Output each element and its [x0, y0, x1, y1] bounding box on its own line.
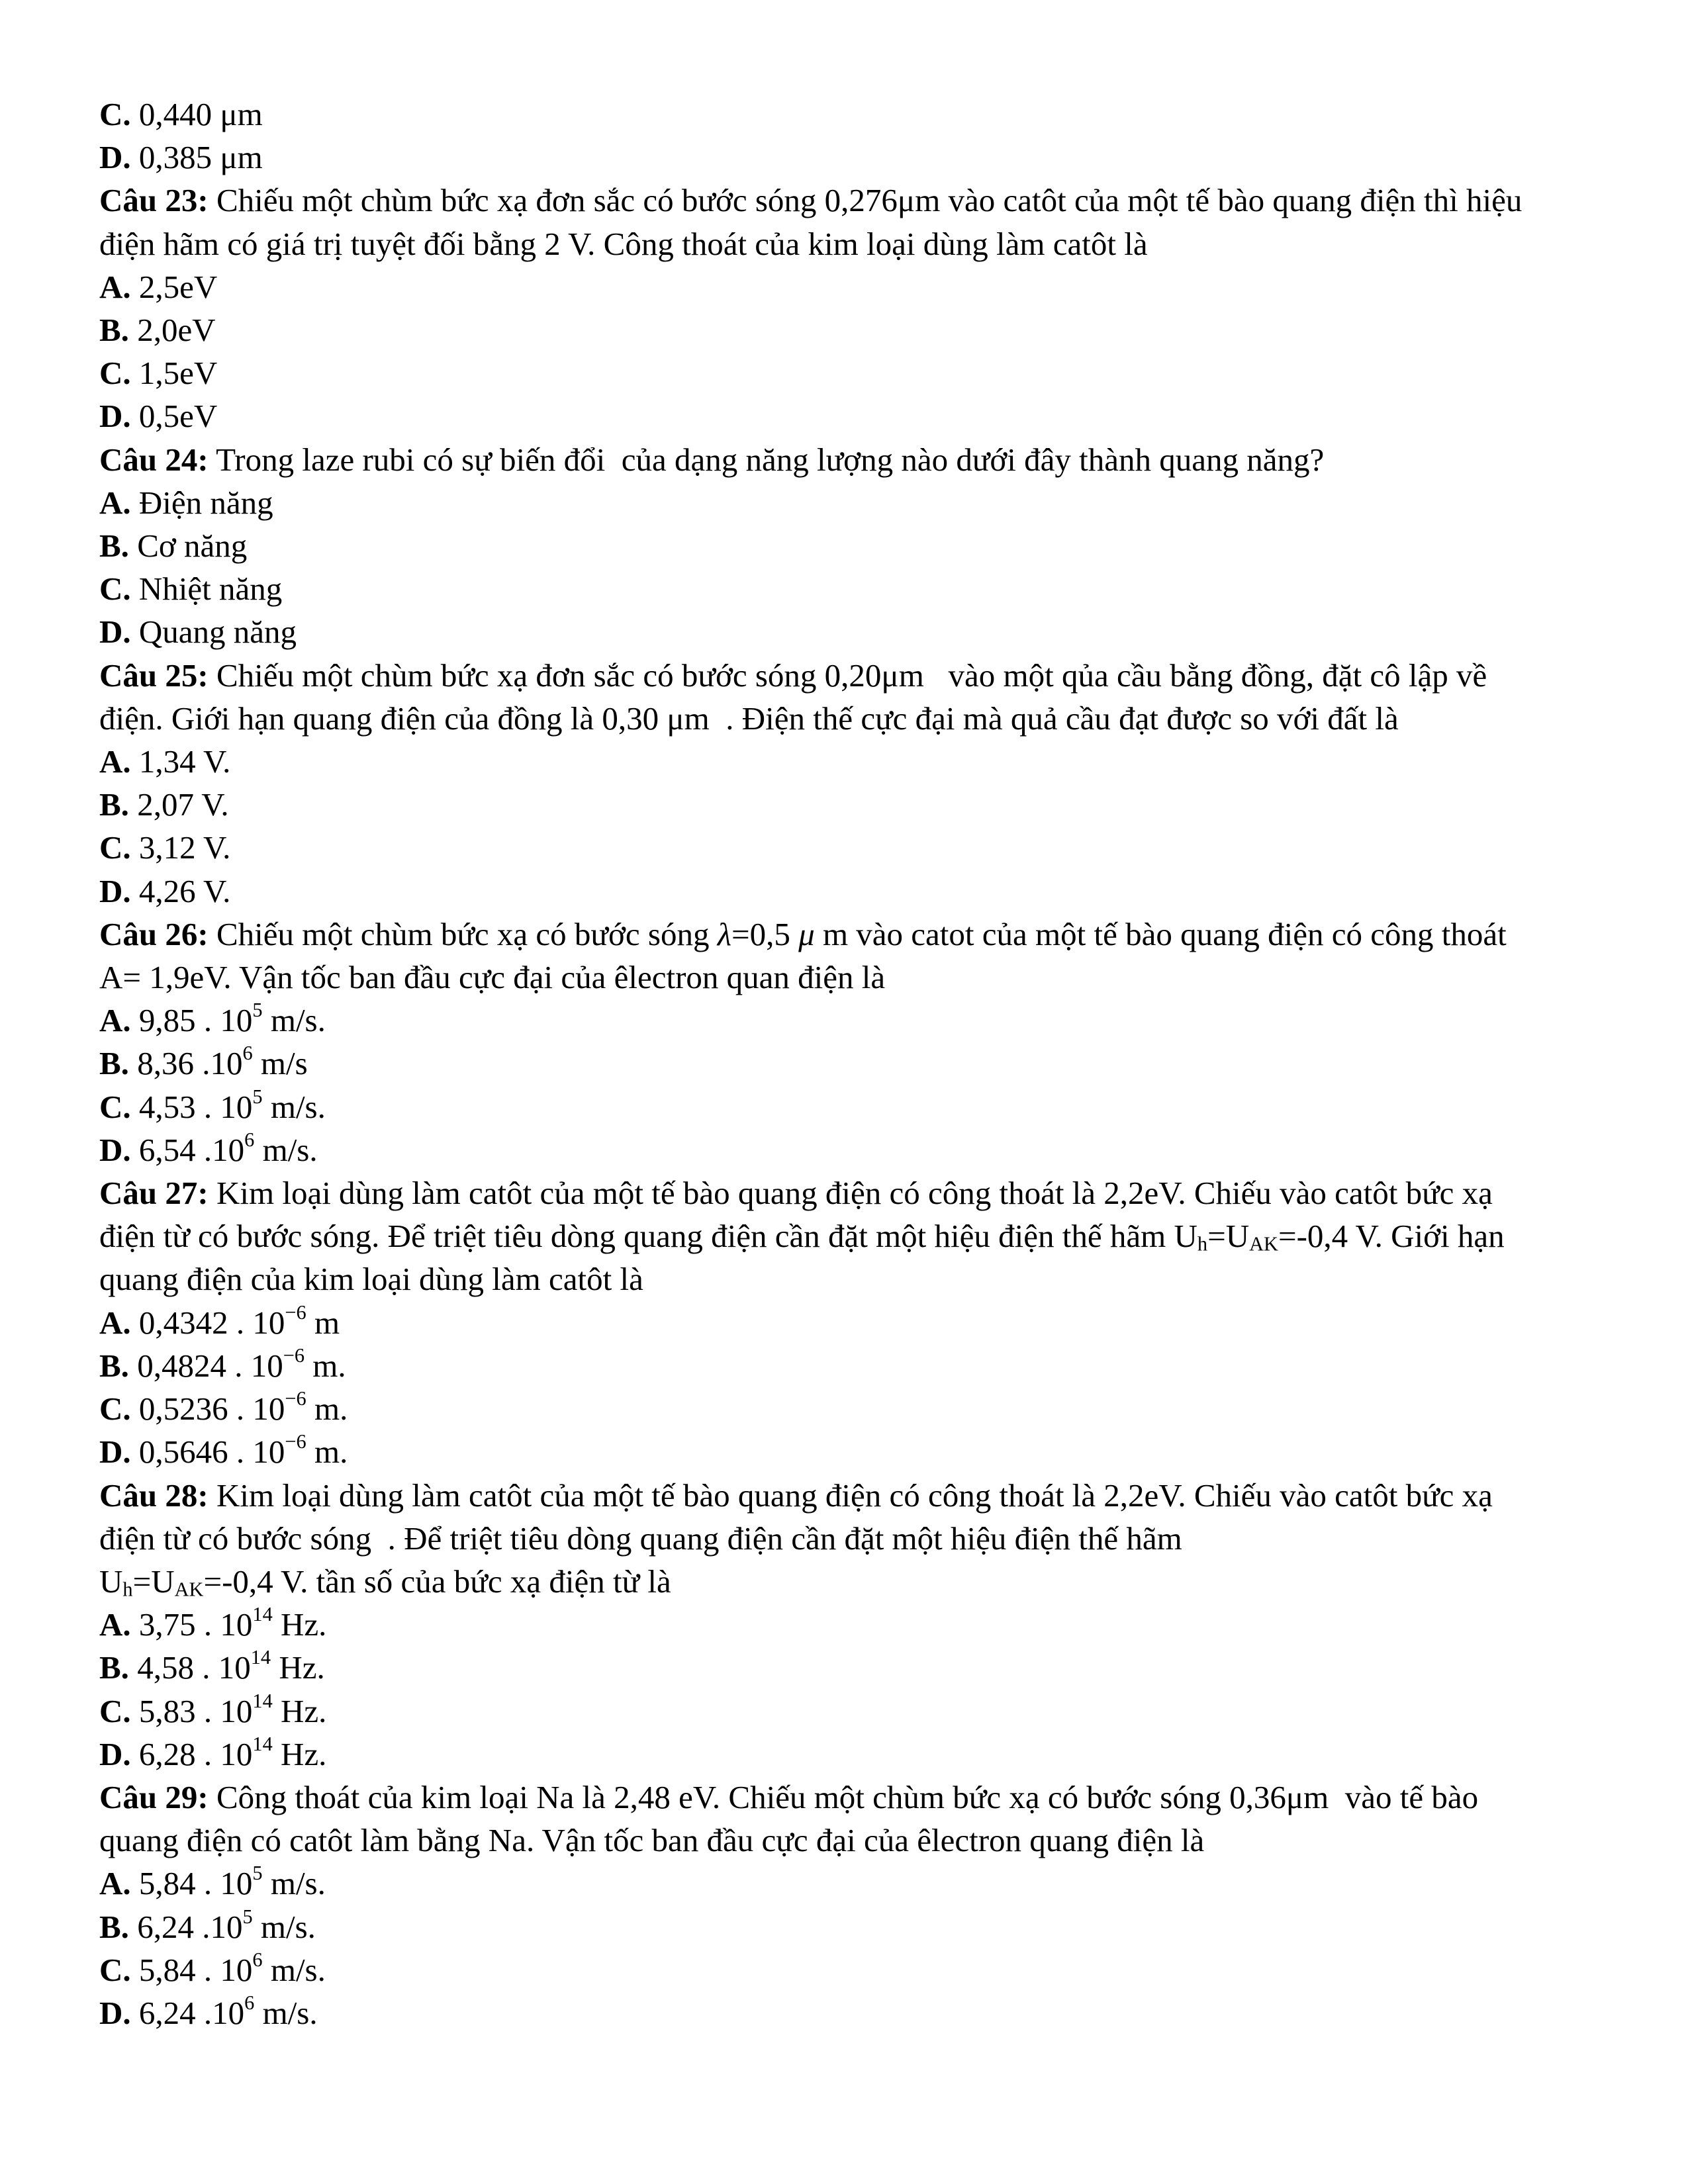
- question-28-stem-cont: [99, 1560, 1575, 1603]
- option-exponent: 6: [242, 1042, 253, 1065]
- option-label: C.: [99, 1390, 131, 1428]
- question-text: quang điện của kim loại dùng làm catôt là: [99, 1261, 643, 1298]
- answer-option: [99, 826, 1575, 869]
- answer-option: [99, 351, 1575, 394]
- question-label: Câu 25:: [99, 657, 209, 694]
- option-base: 0,4342 . 10: [130, 1304, 285, 1341]
- option-label: A.: [99, 1002, 131, 1039]
- question-text: điện từ có bước sóng. Để triệt tiêu dòng quang điện cần đặt một hiệu điện thế hãm U: [99, 1218, 1197, 1255]
- option-exponent: 5: [252, 1085, 263, 1108]
- question-26: [99, 913, 1575, 1171]
- option-label: C.: [99, 1692, 131, 1729]
- question-text: quang điện có catôt làm bằng Na. Vận tốc ban đầu cực đại của êlectron quang điện là: [99, 1822, 1205, 1859]
- option-label: D.: [99, 1735, 131, 1772]
- answer-option: [99, 1085, 1575, 1128]
- answer-option: [99, 1301, 1575, 1344]
- question-text: điện hãm có giá trị tuyệt đối bằng 2 V. Công thoát của kim loại dùng làm catôt là: [99, 225, 1148, 262]
- option-label: B.: [99, 1045, 129, 1082]
- question-text: =U: [1207, 1218, 1250, 1255]
- question-25-stem-cont: [99, 697, 1575, 740]
- question-text: Chiếu một chùm bức xạ đơn sắc có bước sóng 0,276μm vào catôt của một tế bào quang điện thì hiệu: [208, 182, 1523, 219]
- question-text: điện từ có bước sóng . Để triệt tiêu dòng quang điện cần đặt một hiệu điện thế hãm: [99, 1520, 1182, 1557]
- option-unit: m: [306, 1304, 340, 1341]
- answer-option: [99, 308, 1575, 351]
- question-29-stem-cont: [99, 1819, 1575, 1862]
- question-text: =0,5: [731, 915, 799, 952]
- option-exponent: 14: [250, 1646, 271, 1669]
- answer-option: [99, 1128, 1575, 1171]
- option-text: Cơ năng: [128, 527, 248, 565]
- question-text: Chiếu một chùm bức xạ đơn sắc có bước sóng 0,20μm vào một qủa cầu bằng đồng, đặt cô lập về: [208, 657, 1487, 694]
- option-exponent: −6: [285, 1300, 306, 1324]
- option-base: 6,28 . 10: [130, 1735, 253, 1772]
- option-base: 5,84 . 10: [130, 1951, 253, 1988]
- option-exponent: 14: [252, 1689, 273, 1712]
- answer-option: [99, 610, 1575, 653]
- question-27-stem: [99, 1171, 1575, 1214]
- option-base: 3,75 . 10: [130, 1606, 253, 1643]
- option-unit: Hz.: [271, 1649, 325, 1686]
- question-29: [99, 1776, 1575, 2034]
- option-text: 2,0eV: [128, 312, 216, 349]
- answer-option: [99, 524, 1575, 567]
- question-27-stem-cont: [99, 1257, 1575, 1300]
- option-text: 2,5eV: [130, 268, 218, 305]
- subscript-h: h: [1197, 1232, 1208, 1255]
- option-base: 0,4824 . 10: [128, 1347, 283, 1384]
- option-exponent: 14: [252, 1732, 273, 1755]
- option-label: A.: [99, 1865, 131, 1902]
- question-text: U: [99, 1563, 123, 1600]
- question-text: Kim loại dùng làm catôt của một tế bào quang điện có công thoát là 2,2eV. Chiếu vào catôt bức xạ: [208, 1477, 1493, 1514]
- question-text: =-0,4 V. tần số của bức xạ điện từ là: [203, 1563, 671, 1600]
- option-exponent: −6: [283, 1344, 305, 1367]
- option-text: Quang năng: [130, 614, 297, 651]
- lambda-symbol: λ: [717, 915, 731, 952]
- answer-option: [99, 1948, 1575, 1991]
- question-label: Câu 28:: [99, 1477, 209, 1514]
- option-label: B.: [99, 1908, 129, 1945]
- question-text: m vào catot của một tế bào quang điện có công thoát: [814, 915, 1507, 952]
- answer-option: [99, 1733, 1575, 1776]
- option-label: B.: [99, 1649, 129, 1686]
- option-label: D.: [99, 1131, 131, 1168]
- question-text: Công thoát của kim loại Na là 2,48 eV. Chiếu một chùm bức xạ có bước sóng 0,36μm vào tế bào: [208, 1778, 1479, 1815]
- answer-option: [99, 999, 1575, 1042]
- option-exponent: 5: [252, 999, 263, 1022]
- answer-option: [99, 1991, 1575, 2034]
- question-text: A= 1,9eV. Vận tốc ban đầu cực đại của êlectron quan điện là: [99, 959, 886, 996]
- answer-option: [99, 93, 1575, 136]
- option-exponent: 14: [252, 1603, 273, 1626]
- answer-option: [99, 740, 1575, 783]
- question-24-stem: [99, 438, 1575, 481]
- option-base: 0,5236 . 10: [130, 1390, 285, 1428]
- option-text: 0,385 μm: [130, 139, 263, 176]
- question-26-stem: [99, 913, 1575, 956]
- option-label: C.: [99, 96, 131, 132]
- option-exponent: 5: [242, 1905, 253, 1928]
- option-label: A.: [99, 1606, 131, 1643]
- option-unit: Hz.: [272, 1606, 327, 1643]
- mu-symbol: μ: [798, 915, 815, 952]
- option-unit: m/s: [252, 1045, 308, 1082]
- answer-option: [99, 1344, 1575, 1387]
- option-unit: m/s.: [254, 1994, 318, 2031]
- answer-option: [99, 783, 1575, 826]
- answer-option: [99, 394, 1575, 437]
- option-label: D.: [99, 1433, 131, 1471]
- option-unit: m/s.: [262, 1088, 326, 1125]
- answer-option: [99, 1042, 1575, 1085]
- option-unit: m/s.: [254, 1131, 318, 1168]
- option-base: 9,85 . 10: [130, 1002, 253, 1039]
- option-label: D.: [99, 614, 131, 651]
- option-base: 5,84 . 10: [130, 1865, 253, 1902]
- option-unit: m.: [306, 1433, 348, 1471]
- question-27-stem-cont: [99, 1214, 1575, 1257]
- answer-option: [99, 870, 1575, 913]
- option-unit: m.: [306, 1390, 348, 1428]
- answer-option: [99, 1603, 1575, 1646]
- option-exponent: 6: [244, 1991, 255, 2015]
- option-unit: m/s.: [262, 1002, 326, 1039]
- option-label: C.: [99, 570, 131, 608]
- question-text: =U: [132, 1563, 175, 1600]
- option-label: C.: [99, 829, 131, 866]
- question-28-stem: [99, 1474, 1575, 1517]
- option-text: 4,26 V.: [130, 872, 231, 909]
- option-text: Điện năng: [130, 484, 273, 521]
- question-23-stem: [99, 179, 1575, 222]
- question-29-stem: [99, 1776, 1575, 1819]
- question-text: =-0,4 V. Giới hạn: [1278, 1218, 1505, 1255]
- option-unit: Hz.: [272, 1692, 327, 1729]
- option-base: 6,24 .10: [128, 1908, 243, 1945]
- question-text: Trong laze rubi có sự biến đổi của dạng năng lượng nào dưới đây thành quang năng?: [208, 441, 1325, 478]
- question-23-stem-cont: [99, 222, 1575, 265]
- answer-option: [99, 136, 1575, 179]
- option-text: 0,440 μm: [130, 96, 263, 132]
- option-text: 2,07 V.: [128, 786, 229, 823]
- answer-option: [99, 1905, 1575, 1948]
- option-base: 5,83 . 10: [130, 1692, 253, 1729]
- option-unit: m.: [305, 1347, 346, 1384]
- question-27: [99, 1171, 1575, 1473]
- option-base: 4,53 . 10: [130, 1088, 253, 1125]
- option-text: 1,34 V.: [130, 743, 231, 780]
- question-label: Câu 29:: [99, 1778, 209, 1815]
- option-label: D.: [99, 872, 131, 909]
- question-label: Câu 24:: [99, 441, 209, 478]
- question-26-stem-cont: [99, 956, 1575, 999]
- option-text: 3,12 V.: [130, 829, 231, 866]
- question-28-stem-cont: [99, 1517, 1575, 1560]
- question-25-stem: [99, 654, 1575, 697]
- subscript-ak: AK: [1249, 1232, 1278, 1255]
- option-label: B.: [99, 1347, 129, 1384]
- option-base: 4,58 . 10: [128, 1649, 251, 1686]
- option-text: 0,5eV: [130, 398, 218, 435]
- option-label: B.: [99, 312, 129, 349]
- option-unit: Hz.: [272, 1735, 327, 1772]
- answer-option: [99, 567, 1575, 610]
- answer-option: [99, 1387, 1575, 1430]
- question-label: Câu 26:: [99, 915, 209, 952]
- answer-option: [99, 1430, 1575, 1473]
- option-unit: m/s.: [262, 1951, 326, 1988]
- question-text: Chiếu một chùm bức xạ có bước sóng: [208, 915, 718, 952]
- question-label: Câu 23:: [99, 182, 209, 219]
- option-exponent: 6: [244, 1128, 255, 1152]
- option-label: A.: [99, 743, 131, 780]
- option-label: A.: [99, 268, 131, 305]
- option-label: B.: [99, 786, 129, 823]
- option-label: A.: [99, 484, 131, 521]
- option-label: D.: [99, 139, 131, 176]
- answer-option: [99, 1646, 1575, 1689]
- question-text: điện. Giới hạn quang điện của đồng là 0,30 μm . Điện thế cực đại mà quả cầu đạt được so với đất là: [99, 700, 1399, 737]
- option-exponent: −6: [285, 1430, 306, 1453]
- document-page: [99, 93, 1575, 2034]
- plain-block: [99, 93, 1575, 913]
- option-text: 1,5eV: [130, 355, 218, 392]
- question-text: Kim loại dùng làm catôt của một tế bào quang điện có công thoát là 2,2eV. Chiếu vào catôt bức xạ: [208, 1175, 1493, 1212]
- option-exponent: −6: [285, 1387, 306, 1410]
- answer-option: [99, 1862, 1575, 1905]
- subscript-ak: AK: [174, 1578, 204, 1601]
- option-exponent: 5: [252, 1862, 263, 1885]
- option-unit: m/s.: [262, 1865, 326, 1902]
- option-label: C.: [99, 355, 131, 392]
- option-exponent: 6: [252, 1948, 263, 1971]
- answer-option: [99, 481, 1575, 524]
- option-label: D.: [99, 398, 131, 435]
- option-base: 6,54 .10: [130, 1131, 245, 1168]
- option-label: C.: [99, 1951, 131, 1988]
- option-base: 0,5646 . 10: [130, 1433, 285, 1471]
- question-label: Câu 27:: [99, 1175, 209, 1212]
- option-base: 8,36 .10: [128, 1045, 243, 1082]
- question-28: [99, 1474, 1575, 1776]
- option-text: Nhiệt năng: [130, 570, 283, 608]
- option-label: D.: [99, 1994, 131, 2031]
- option-label: C.: [99, 1088, 131, 1125]
- option-label: B.: [99, 527, 129, 565]
- subscript-h: h: [122, 1578, 133, 1601]
- answer-option: [99, 1690, 1575, 1733]
- answer-option: [99, 265, 1575, 308]
- option-label: A.: [99, 1304, 131, 1341]
- option-unit: m/s.: [252, 1908, 316, 1945]
- option-base: 6,24 .10: [130, 1994, 245, 2031]
